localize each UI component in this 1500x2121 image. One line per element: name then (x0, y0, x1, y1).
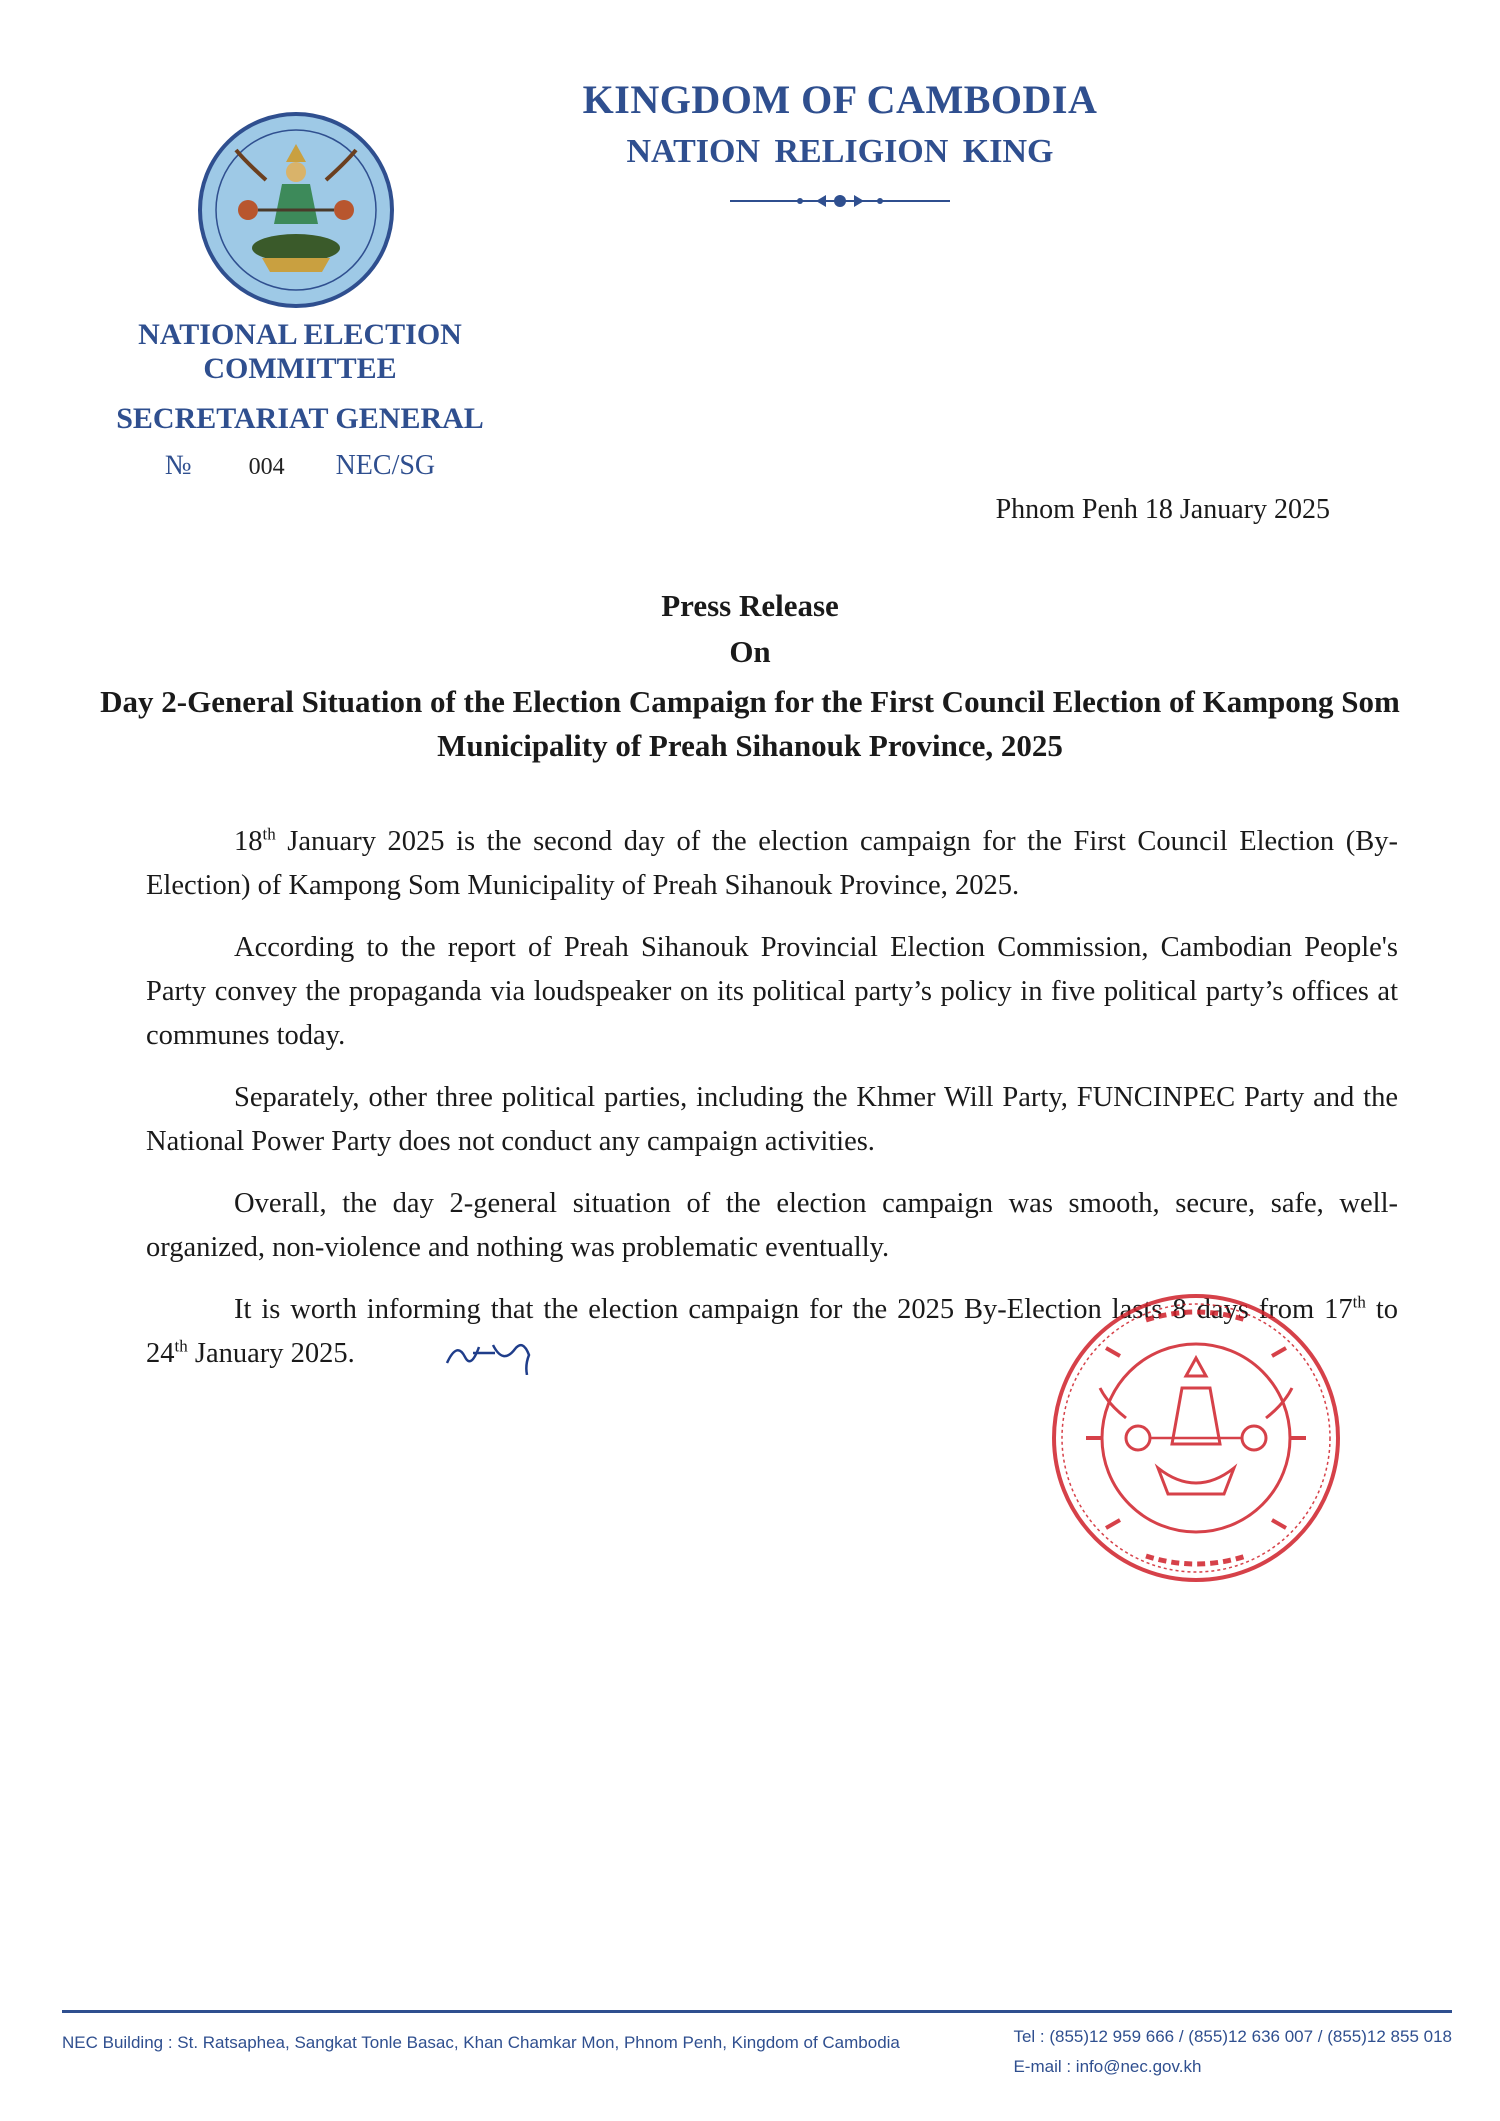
organization-name: NATIONAL ELECTION COMMITTEE (138, 318, 462, 385)
footer-contacts (1013, 2027, 1452, 2087)
p5-text-b: to 24 (146, 1294, 1399, 1369)
kingdom-header (560, 76, 1120, 213)
title-subject: Day 2-General Situation of the Election Campaign for the First Council Election of Kampong Som Municipality of Preah Sihanouk Province, 2025 (100, 684, 1400, 763)
footer-telephone: Tel : (855)12 959 666 / (855)12 636 007 / (855)12 855 018 (1013, 2027, 1452, 2046)
official-red-seal-icon (1046, 1288, 1346, 1588)
footer-row (62, 2027, 1452, 2087)
p1-text: January 2025 is the second day of the election campaign for the First Council Election (By-Election) of Kampong Som Municipality of Preah Sihanouk Province, 2025. (146, 826, 1398, 901)
paragraph-1 (146, 820, 1398, 908)
footer-email: E-mail : info@nec.gov.kh (1013, 2057, 1202, 2076)
p1-day: 18 (234, 826, 263, 857)
reference-symbol: № (164, 450, 192, 481)
title-on: On (729, 634, 771, 669)
p5-text-a: It is worth informing that the election campaign for the 2025 By-Election lasts 8 days from 17 (234, 1294, 1353, 1325)
footer-address: NEC Building : St. Ratsaphea, Sangkat Tonle Basac, Khan Chamkar Mon, Phnom Penh, Kingdom of Cambodia (62, 2033, 900, 2052)
organization-block (40, 318, 560, 482)
reference-line (40, 450, 560, 482)
reference-code: NEC/SG (335, 450, 436, 481)
p5-sup-2: th (174, 1336, 188, 1356)
reference-number: 004 (248, 454, 285, 480)
kingdom-title: KINGDOM OF CAMBODIA (582, 77, 1098, 122)
paragraph-3: Separately, other three political parties, including the Khmer Will Party, FUNCINPEC Party and the National Power Party does not conduct any campaign activities. (146, 1082, 1398, 1157)
place-date-line: Phnom Penh 18 January 2025 (995, 494, 1330, 525)
organization-department: SECRETARIAT GENERAL (116, 402, 484, 435)
nec-emblem-icon (196, 110, 396, 310)
p5-text-c: January 2025. (187, 1338, 355, 1369)
letterhead-footer (62, 2010, 1452, 2087)
national-motto: NATION RELIGION KING (626, 133, 1054, 170)
ornamental-divider-icon (730, 189, 950, 213)
p1-sup: th (262, 824, 276, 844)
paragraph-2: According to the report of Preah Sihanouk Provincial Election Commission, Cambodian People's Party convey the propaganda via loudspeaker on its political party’s policy in five political party’s offices at communes today. (146, 932, 1398, 1051)
paragraph-4: Overall, the day 2-general situation of the election campaign was smooth, secure, safe, well-organized, non-violence and nothing was problematic eventually. (146, 1188, 1398, 1263)
press-release-title (100, 588, 1400, 768)
footer-divider (62, 2010, 1452, 2013)
p5-sup-1: th (1352, 1292, 1366, 1312)
initials-signature-icon (355, 1335, 451, 1375)
title-press-release: Press Release (661, 588, 839, 623)
